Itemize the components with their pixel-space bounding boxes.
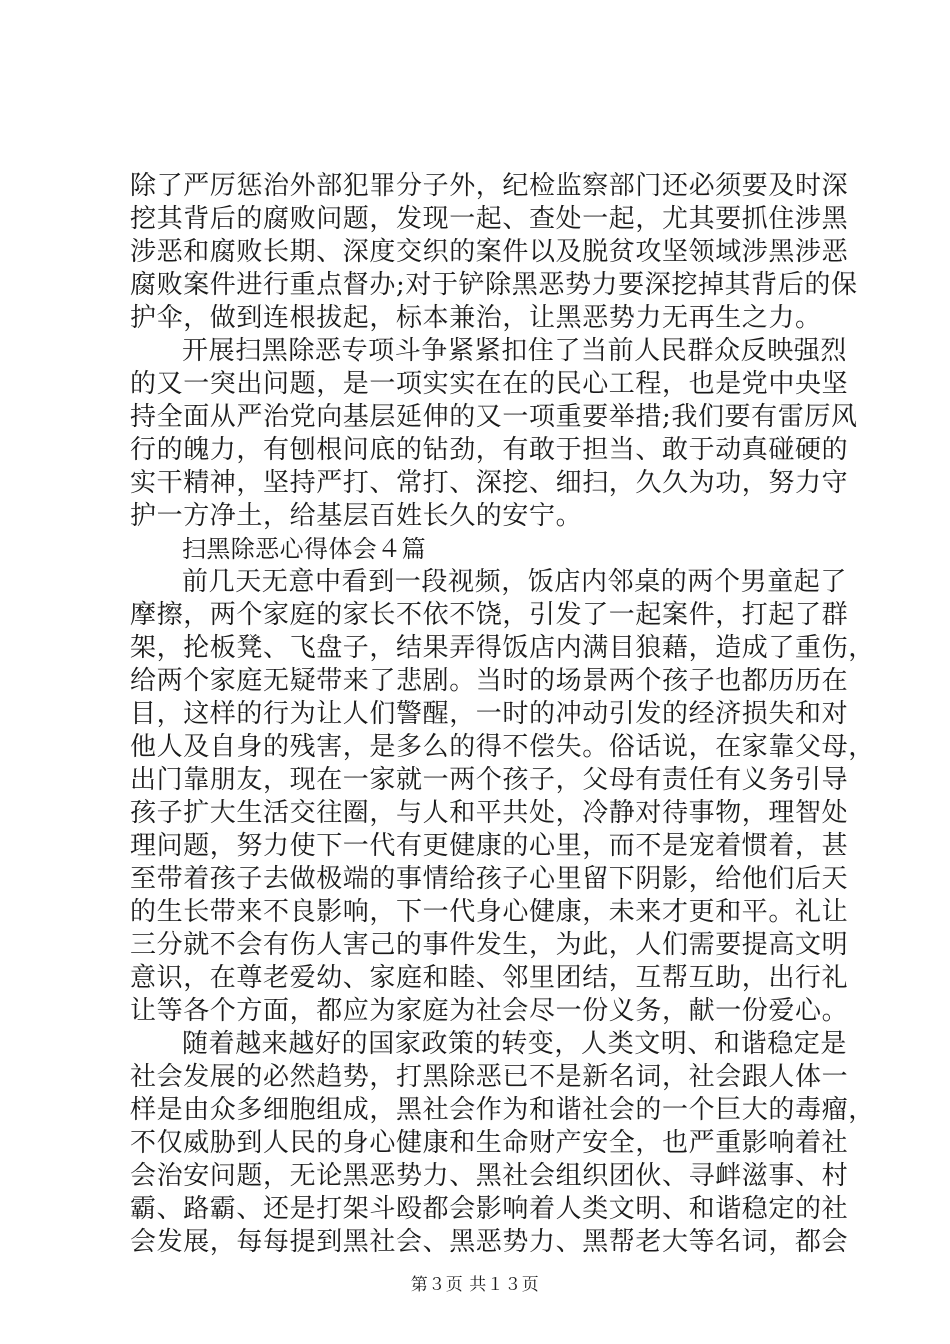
- text-line: 护一方净土，给基层百姓长久的安宁。: [130, 501, 583, 531]
- document-body: [130, 170, 875, 1259]
- text-line: 行的魄力，有刨根问底的钻劲，有敢于担当、敢于动真碰硬的: [130, 435, 849, 465]
- text-line: 样是由众多细胞组成，黑社会作为和谐社会的一个巨大的毒瘤，: [130, 1095, 875, 1125]
- text-line: 开展扫黑除恶专项斗争紧紧扣住了当前人民群众反映强烈: [182, 336, 848, 366]
- paragraph: [130, 1028, 875, 1259]
- section-heading: 扫黑除恶心得体会４篇: [182, 535, 426, 563]
- page-number-footer: 第３页 共１３页: [410, 1275, 540, 1295]
- text-line: 会治安问题，无论黑恶势力、黑社会组织团伙、寻衅滋事、村: [130, 1161, 849, 1191]
- text-line: 护伞，做到连根拔起，标本兼治，让黑恶势力无再生之力。: [130, 303, 822, 333]
- text-line: 除了严厉惩治外部犯罪分子外，纪检监察部门还必须要及时深: [130, 171, 849, 201]
- text-line: 架，抡板凳、飞盘子，结果弄得饭店内满目狼藉，造成了重伤，: [130, 633, 875, 663]
- text-line: 实干精神，坚持严打、常打、深挖、细扫，久久为功，努力守: [130, 468, 849, 498]
- text-line: 霸、路霸、还是打架斗殴都会影响着人类文明、和谐稳定的社: [130, 1194, 849, 1224]
- paragraph: [130, 335, 858, 533]
- text-line: 不仅威胁到人民的身心健康和生命财产安全，也严重影响着社: [130, 1128, 849, 1158]
- text-line: 孩子扩大生活交往圈，与人和平共处，冷静对待事物，理智处: [130, 798, 849, 828]
- text-line: 的又一突出问题，是一项实实在在的民心工程，也是党中央坚: [130, 369, 849, 399]
- text-line: 理问题，努力使下一代有更健康的心里，而不是宠着惯着，甚: [130, 831, 849, 861]
- text-line: 挖其背后的腐败问题，发现一起、查处一起，尤其要抓住涉黑: [130, 204, 849, 234]
- paragraph: [130, 566, 875, 1028]
- text-line: 会发展，每每提到黑社会、黑恶势力、黑帮老大等名词，都会: [130, 1227, 849, 1257]
- text-line: 社会发展的必然趋势，打黑除恶已不是新名词，社会跟人体一: [130, 1062, 849, 1092]
- text-line: 随着越来越好的国家政策的转变，人类文明、和谐稳定是: [182, 1029, 848, 1059]
- text-line: 他人及自身的残害，是多么的得不偿失。俗话说，在家靠父母，: [130, 732, 875, 762]
- text-line: 让等各个方面，都应为家庭为社会尽一份义务，献一份爱心。: [130, 996, 849, 1026]
- text-line: 目，这样的行为让人们警醒，一时的冲动引发的经济损失和对: [130, 699, 849, 729]
- text-line: 意识，在尊老爱幼、家庭和睦、邻里团结，互帮互助，出行礼: [130, 963, 849, 993]
- paragraph: [130, 170, 858, 335]
- text-line: 持全面从严治党向基层延伸的又一项重要举措;我们要有雷厉风: [130, 402, 858, 432]
- text-line: 摩擦，两个家庭的家长不依不饶，引发了一起案件，打起了群: [130, 600, 849, 630]
- text-line: 至带着孩子去做极端的事情给孩子心里留下阴影，给他们后天: [130, 864, 849, 894]
- text-line: 前几天无意中看到一段视频，饭店内邻桌的两个男童起了: [182, 567, 848, 597]
- text-line: 出门靠朋友，现在一家就一两个孩子，父母有责任有义务引导: [130, 765, 849, 795]
- text-line: 涉恶和腐败长期、深度交织的案件以及脱贫攻坚领域涉黑涉恶: [130, 237, 849, 267]
- text-line: 给两个家庭无疑带来了悲剧。当时的场景两个孩子也都历历在: [130, 666, 849, 696]
- text-line: 腐败案件进行重点督办;对于铲除黑恶势力要深挖掉其背后的保: [130, 270, 858, 300]
- text-line: 的生长带来不良影响，下一代身心健康，未来才更和平。礼让: [130, 897, 849, 927]
- text-line: 三分就不会有伤人害己的事件发生，为此，人们需要提高文明: [130, 930, 849, 960]
